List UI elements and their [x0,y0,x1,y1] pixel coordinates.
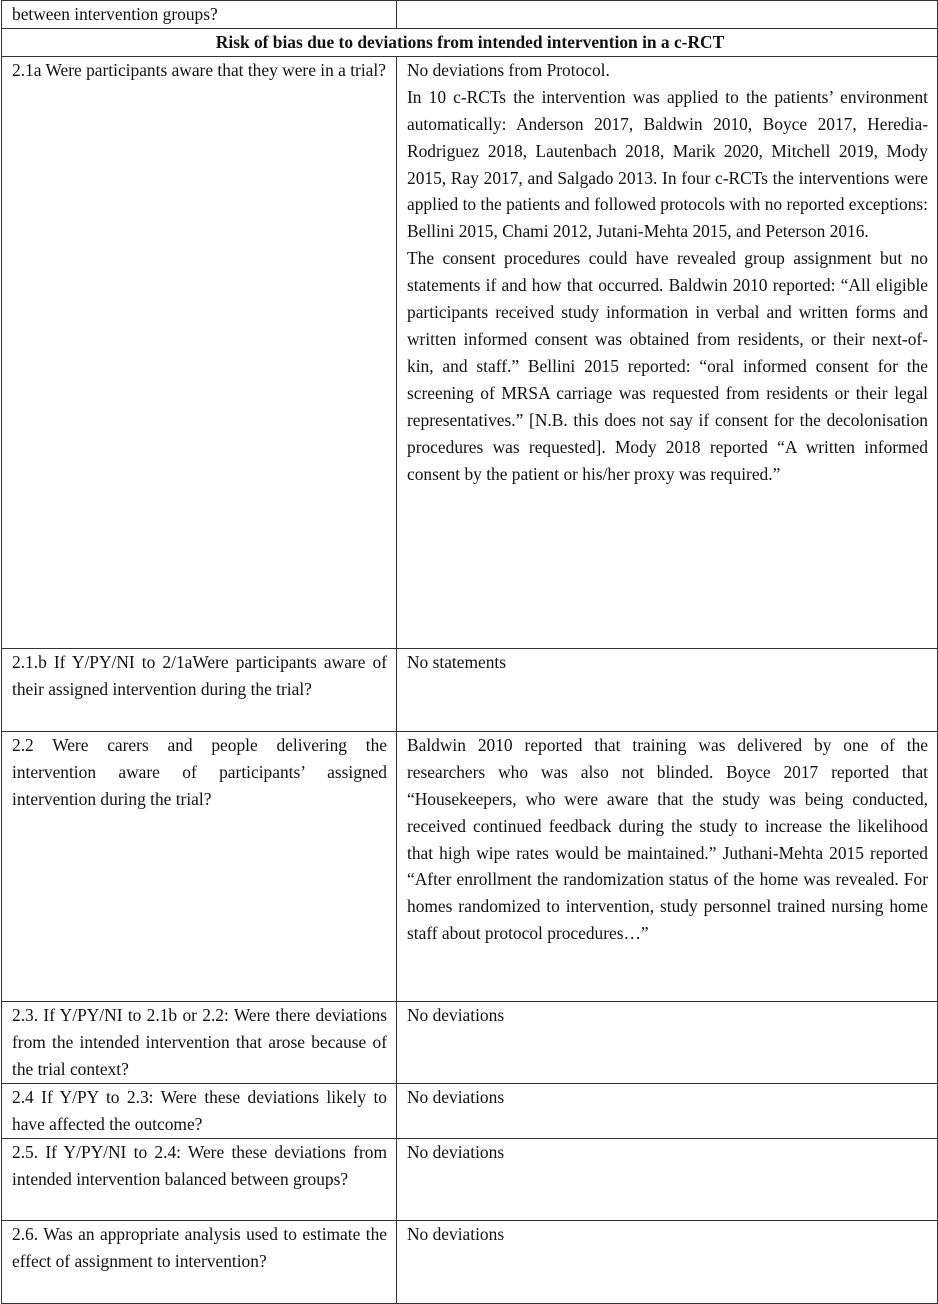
answer-paragraph: No deviations [407,1004,505,1025]
answer-paragraph: No deviations [407,1086,505,1107]
section-header: Risk of bias due to deviations from intended intervention in a c-RCT [2,29,938,57]
question-cell: between intervention groups? [2,1,397,29]
answer-cell [397,1,938,29]
question-cell: 2.1.b If Y/PY/NI to 2/1aWere participants aware of their assigned intervention during the trial? [2,648,397,731]
question-cell: 2.4 If Y/PY to 2.3: Were these deviations likely to have affected the outcome? [2,1083,397,1138]
answer-cell [397,1220,938,1303]
table-row [2,1138,938,1220]
answer-cell [397,731,938,1001]
answer-paragraph: No deviations from Protocol. [407,59,610,80]
question-cell: 2.1a Were participants aware that they were in a trial? [2,56,397,648]
answer-paragraph: No deviations [407,1141,505,1162]
table-row [2,1,938,29]
question-cell: 2.6. Was an appropriate analysis used to estimate the effect of assignment to intervention? [2,1220,397,1303]
table-row [2,648,938,731]
answer-paragraph: No statements [407,651,507,672]
table-row [2,1083,938,1138]
answer-cell [397,1083,938,1138]
question-cell: 2.3. If Y/PY/NI to 2.1b or 2.2: Were there deviations from the intended intervention that arose because of the trial context? [2,1001,397,1083]
answer-cell [397,56,938,648]
answer-cell [397,1001,938,1083]
table-row [2,56,938,648]
table-row [2,1001,938,1083]
answer-paragraph: No deviations [407,1223,505,1244]
answer-paragraph: In 10 c-RCTs the intervention was applied to the patients’ environment automatically: Anderson 2017, Baldwin 2010, Boyce 2017, Heredia-Rodriguez 2018, Lautenbach 2018, Marik 2020, Mitchell 2019, Mody 2015, Ray 2017, and Salgado 2013. In four c-RCTs the interventions were applied to the patients and followed protocols with no reported exceptions: Bellini 2015, Chami 2012, Jutani-Mehta 2015, and Peterson 2016. [407,86,928,242]
table-row [2,731,938,1001]
answer-paragraph: Baldwin 2010 reported that training was delivered by one of the researchers who was also not blinded. Boyce 2017 reported that “Housekeepers, who were aware that the study was being conducted, received continued feedback during the study to increase the likelihood that high wipe rates would be maintained.” Juthani-Mehta 2015 reported “After enrollment the randomization status of the home was revealed. For homes randomized to intervention, study personnel trained nursing home staff about protocol procedures…” [407,734,928,944]
answer-paragraph: The consent procedures could have revealed group assignment but no statements if and how that occurred. Baldwin 2010 reported: “All eligible participants received study information in verbal and written forms and written informed consent was obtained from residents, or their next-of-kin, and staff.” Bellini 2015 reported: “oral informed consent for the screening of MRSA carriage was requested from residents or their legal representatives.” [N.B. this does not say if consent for the decolonisation procedures was requested]. Mody 2018 reported “A written informed consent by the patient or his/her proxy was required.” [407,248,928,484]
section-header-row [2,29,938,57]
answer-cell [397,1138,938,1220]
question-cell: 2.2 Were carers and people delivering the intervention aware of participants’ assigned intervention during the trial? [2,731,397,1001]
table-row [2,1220,938,1303]
answer-cell [397,648,938,731]
risk-of-bias-table [1,0,938,1304]
question-cell: 2.5. If Y/PY/NI to 2.4: Were these deviations from intended intervention balanced between groups? [2,1138,397,1220]
